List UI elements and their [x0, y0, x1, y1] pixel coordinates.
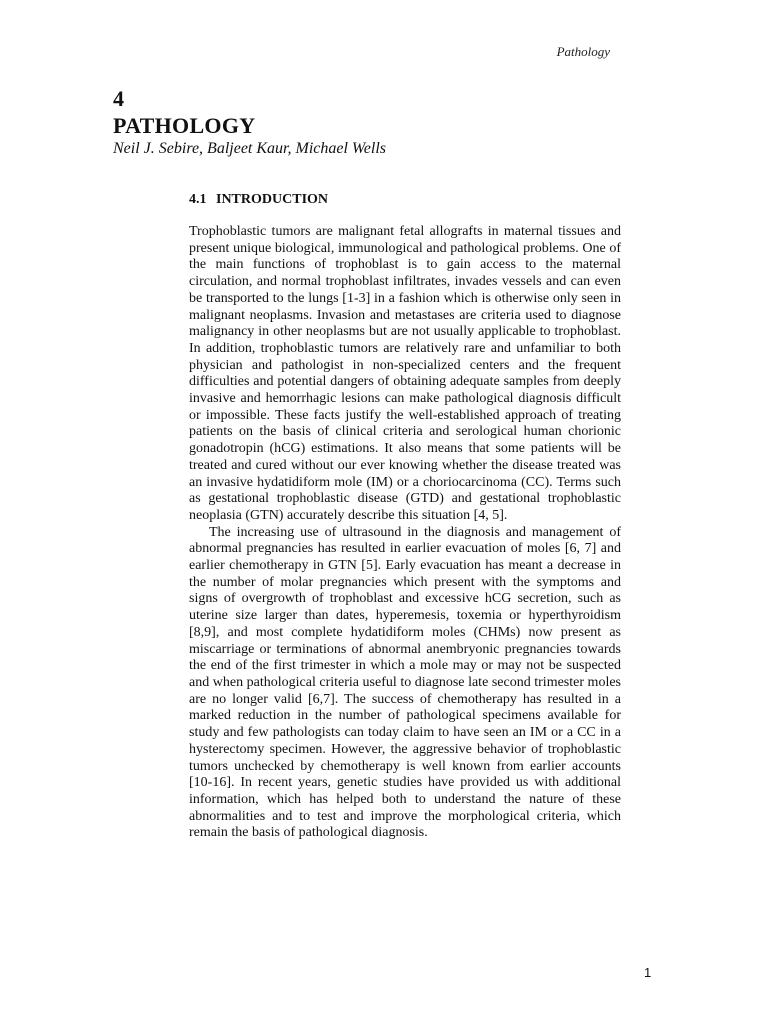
page-number: 1 — [644, 965, 652, 980]
section-number: 4.1 — [189, 192, 207, 207]
chapter-title: PATHOLOGY — [113, 113, 256, 138]
chapter-authors: Neil J. Sebire, Baljeet Kaur, Michael Wells — [113, 140, 386, 157]
section-heading — [189, 191, 328, 209]
chapter-number: 4 — [113, 86, 124, 111]
paragraph: Trophoblastic tumors are malignant fetal allografts in maternal tissues and present unique biological, immunological and pathological problems. One of the main functions of trophoblast is to gain access to the maternal circulation, and normal trophoblast infiltrates, invades vessels and can even be transported to the lungs [1-3] in a fashion which is otherwise only seen in malignant neoplasms. Invasion and metastases are criteria used to diagnose malignancy in other neoplasms but are not usually applicable to trophoblast. In addition, trophoblastic tumors are relatively rare and unfamiliar to both physician and pathologist in non-specialized centers and the frequent difficulties and potential dangers of obtaining adequate samples from deeply invasive and hemorrhagic lesions can make pathological diagnosis difficult or impossible. These facts justify the well-established approach of treating patients on the basis of clinical criteria and serological human chorionic gonadotropin (hCG) estimations. It also means that some patients will be treated and cured without our ever knowing whether the disease treated was an invasive hydatidiform mole (IM) or a choriocarcinoma (CC). Terms such as gestational trophoblastic disease (GTD) and gestational trophoblastic neoplasia (GTN) accurately describe this situation [4, 5]. — [189, 224, 621, 523]
paragraph: The increasing use of ultrasound in the diagnosis and management of abnormal pregnancies has resulted in earlier evacuation of moles [6, 7] and earlier chemotherapy in GTN [5]. Early evacuation has meant a decrease in the number of molar pregnancies which present with the symptoms and signs of overgrowth of trophoblast and excessive hCG secretion, such as uterine size larger than dates, hyperemesis, toxemia or hyperthyroidism [8,9], and most complete hydatidiform moles (CHMs) now present as miscarriage or terminations of abnormal anembryonic pregnancies towards the end of the first trimester in which a mole may or may not be suspected and when pathological criteria useful to diagnose late second trimester moles are no longer valid [6,7]. The success of chemotherapy has resulted in a marked reduction in the number of pathological specimens available for study and few pathologists can today claim to have seen an IM or a CC in a hysterectomy specimen. However, the aggressive behavior of trophoblastic tumors unchecked by chemotherapy is well known from earlier accounts [10-16]. In recent years, genetic studies have provided us with additional information, which has helped both to understand the nature of these abnormalities and to test and improve the morphological criteria, which remain the basis of pathological diagnosis. — [189, 524, 621, 841]
running-head: Pathology — [556, 44, 610, 59]
body-text — [189, 224, 621, 842]
section-title: INTRODUCTION — [216, 192, 329, 207]
